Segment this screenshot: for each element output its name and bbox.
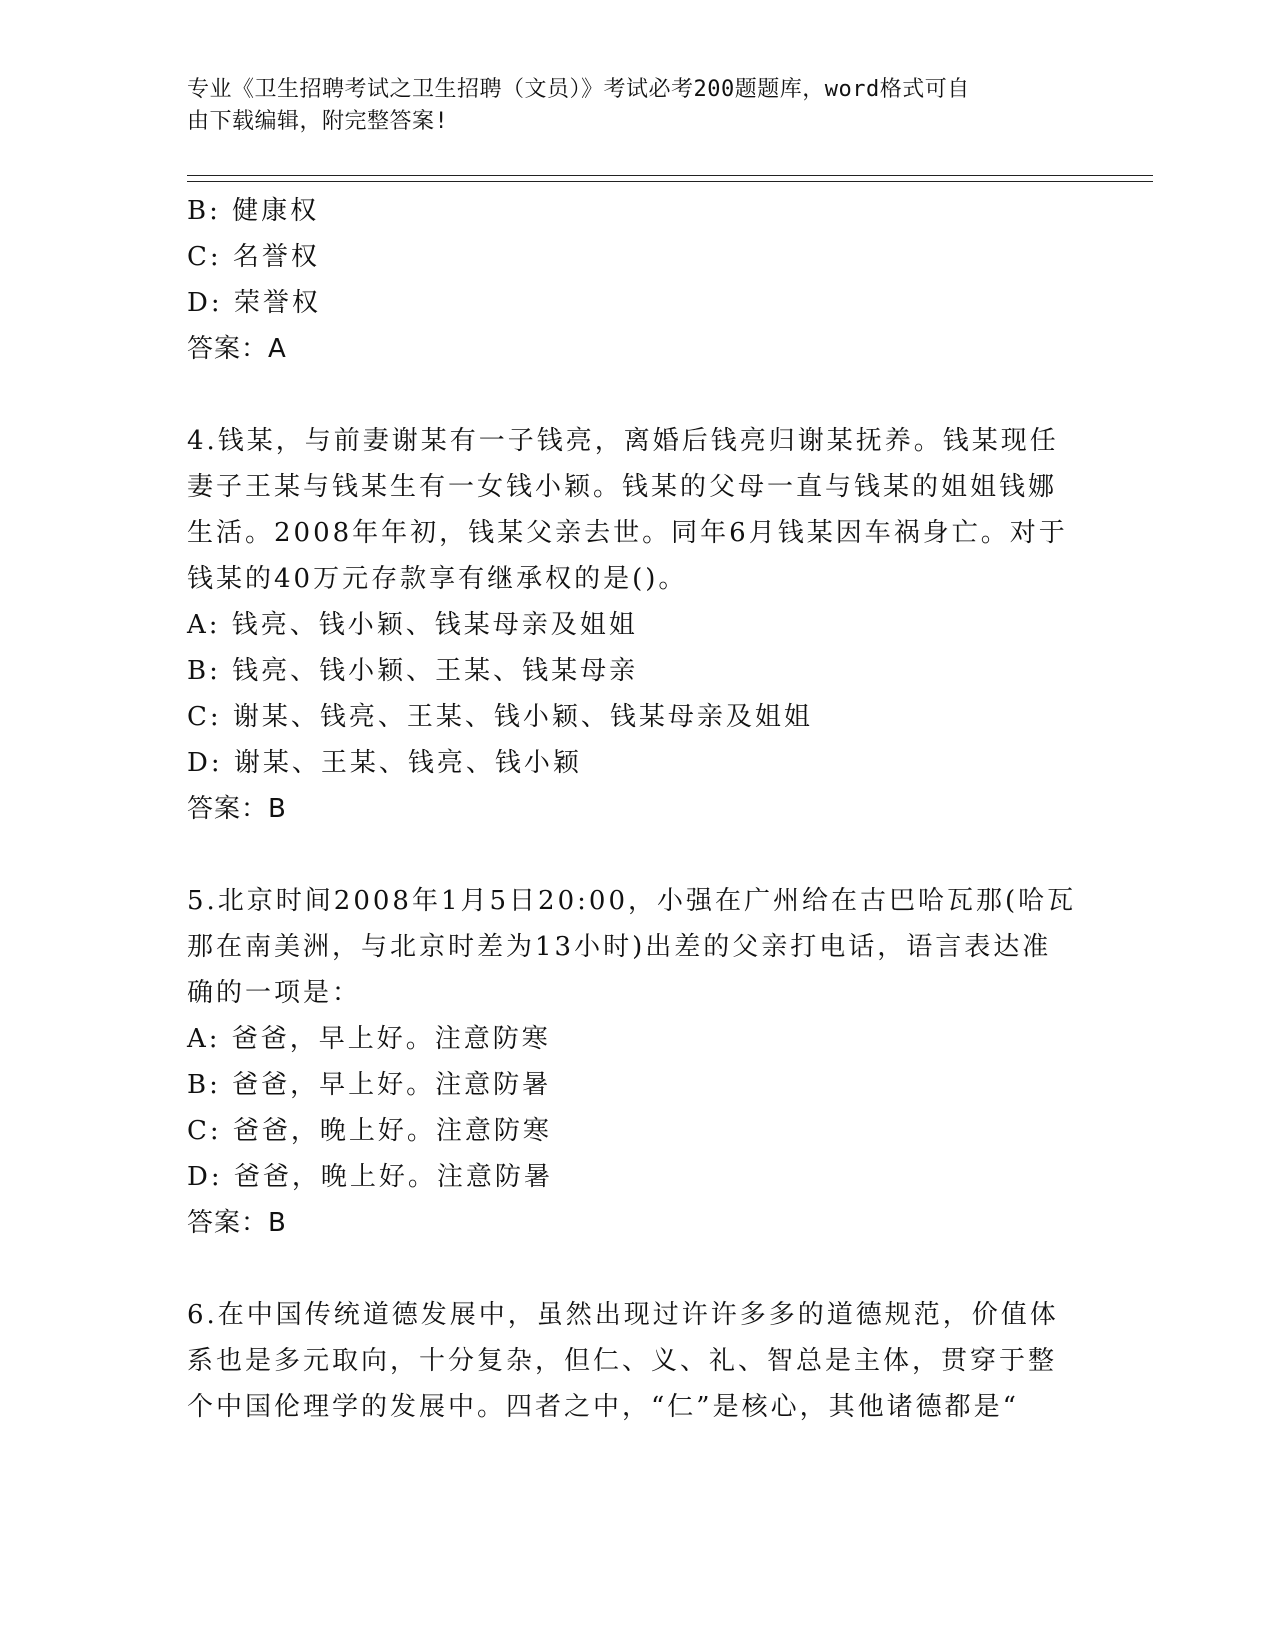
header-rule-top xyxy=(187,175,1153,176)
spacer xyxy=(187,372,1087,418)
q4-option-a: A: 钱亮、钱小颖、钱某母亲及姐姐 xyxy=(187,610,638,640)
spacer xyxy=(187,1246,1087,1292)
q6-stem-line-3: 个中国伦理学的发展中。四者之中，“仁”是核心，其他诸德都是“ xyxy=(187,1392,1019,1422)
q6-stem-line-1: 6.在中国传统道德发展中，虽然出现过许许多多的道德规范，价值体 xyxy=(187,1300,1059,1330)
header-line-2: 由下载编辑，附完整答案! xyxy=(187,109,449,134)
q3-option-c: C: 名誉权 xyxy=(187,242,320,272)
q5-stem-line-3: 确的一项是： xyxy=(187,978,362,1008)
q4-stem-line-4: 钱某的40万元存款享有继承权的是()。 xyxy=(187,564,688,594)
q4-option-d: D: 谢某、王某、钱亮、钱小颖 xyxy=(187,748,582,778)
q4-stem-line-3: 生活。2008年年初，钱某父亲去世。同年6月钱某因车祸身亡。对于 xyxy=(187,518,1068,548)
q5-option-c: C: 爸爸，晚上好。注意防寒 xyxy=(187,1116,552,1146)
header-rule-bottom xyxy=(187,181,1153,182)
q3-option-d: D: 荣誉权 xyxy=(187,288,321,318)
q4-stem-line-1: 4.钱某，与前妻谢某有一子钱亮，离婚后钱亮归谢某抚养。钱某现任 xyxy=(187,426,1059,456)
q3-option-b: B: 健康权 xyxy=(187,196,320,226)
q5-option-a: A: 爸爸，早上好。注意防寒 xyxy=(187,1024,551,1054)
page-header xyxy=(187,74,1067,138)
q4-option-c: C: 谢某、钱亮、王某、钱小颖、钱某母亲及姐姐 xyxy=(187,702,813,732)
q5-stem-line-1: 5.北京时间2008年1月5日20:00，小强在广州给在古巴哈瓦那(哈瓦 xyxy=(187,886,1077,916)
question-4 xyxy=(187,418,1087,832)
q6-stem-line-2: 系也是多元取向，十分复杂，但仁、义、礼、智总是主体，贯穿于整 xyxy=(187,1346,1058,1376)
spacer xyxy=(187,832,1087,878)
question-6 xyxy=(187,1292,1087,1430)
question-5 xyxy=(187,878,1087,1246)
q5-stem-line-2: 那在南美洲，与北京时差为13小时)出差的父亲打电话，语言表达准 xyxy=(187,932,1052,962)
q4-stem-line-2: 妻子王某与钱某生有一女钱小颖。钱某的父母一直与钱某的姐姐钱娜 xyxy=(187,472,1058,502)
q4-option-b: B: 钱亮、钱小颖、王某、钱某母亲 xyxy=(187,656,639,686)
question-3 xyxy=(187,188,1087,372)
q4-answer: 答案：B xyxy=(187,794,287,824)
header-line-1: 专业《卫生招聘考试之卫生招聘（文员）》考试必考200题题库，word格式可自 xyxy=(187,77,970,102)
q5-option-b: B: 爸爸，早上好。注意防暑 xyxy=(187,1070,552,1100)
q5-answer: 答案：B xyxy=(187,1208,287,1238)
q3-answer: 答案：A xyxy=(187,334,287,364)
q5-option-d: D: 爸爸，晚上好。注意防暑 xyxy=(187,1162,553,1192)
question-content xyxy=(187,188,1087,1430)
